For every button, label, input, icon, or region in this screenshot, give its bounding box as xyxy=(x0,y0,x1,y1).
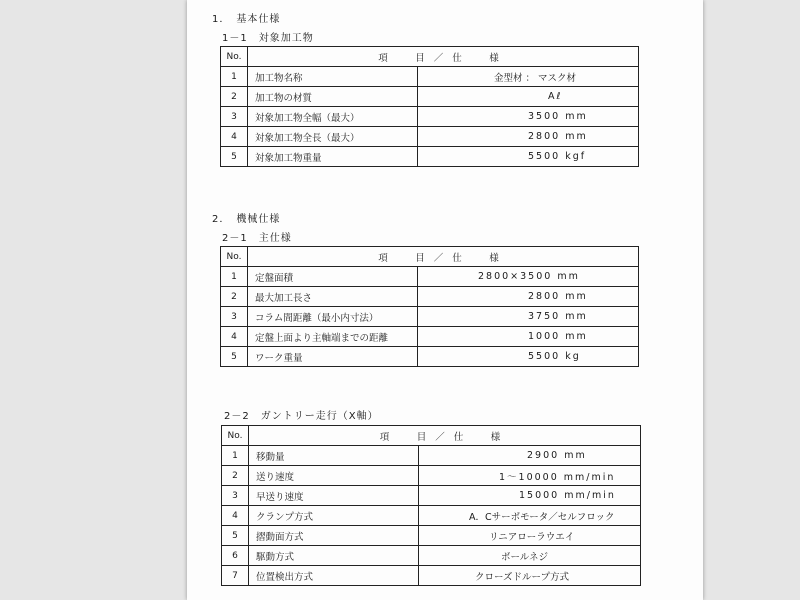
row-value xyxy=(419,486,641,506)
row-value xyxy=(419,466,641,486)
table-row xyxy=(222,486,641,506)
scanned-document-page xyxy=(187,0,703,600)
row-value xyxy=(418,67,639,87)
row-no: 3 xyxy=(221,307,248,327)
spec-table-workpiece xyxy=(220,46,639,167)
row-item: 定盤面積 xyxy=(248,267,418,287)
section-title: 2． 機械仕様 xyxy=(212,214,281,225)
row-no: 2 xyxy=(221,287,248,307)
table-row xyxy=(221,87,639,107)
row-value-text: ボールネジ xyxy=(501,551,549,563)
header-item: 項 目／仕 様 xyxy=(249,426,641,446)
row-value xyxy=(419,506,641,526)
table-row xyxy=(221,147,639,167)
row-value xyxy=(418,267,639,287)
table-row xyxy=(221,107,639,127)
row-item: 送り速度 xyxy=(249,466,419,486)
row-value-text: 1000 mm xyxy=(528,331,588,342)
table-row xyxy=(221,307,639,327)
row-value-text: A．Cサーボモータ／セルフロック xyxy=(469,511,615,523)
table-row xyxy=(221,327,639,347)
row-no: 3 xyxy=(222,486,249,506)
table-row xyxy=(222,506,641,526)
row-no: 6 xyxy=(222,546,249,566)
header-item: 項 目／仕 様 xyxy=(248,247,639,267)
subsection-title: 2－1 主仕様 xyxy=(222,233,292,244)
row-value xyxy=(418,147,639,167)
table-row xyxy=(222,566,641,586)
table-row xyxy=(221,267,639,287)
row-value xyxy=(419,546,641,566)
row-no: 2 xyxy=(222,466,249,486)
row-value-text: クローズドループ方式 xyxy=(475,571,570,583)
row-no: 3 xyxy=(221,107,248,127)
row-item: 位置検出方式 xyxy=(249,566,419,586)
row-item: 駆動方式 xyxy=(249,546,419,566)
header-item: 項 目／仕 様 xyxy=(248,47,639,67)
row-value-text: 2800×3500 mm xyxy=(478,271,580,282)
row-no: 5 xyxy=(222,526,249,546)
row-no: 1 xyxy=(221,267,248,287)
table-row xyxy=(221,127,639,147)
row-item: 移動量 xyxy=(249,446,419,466)
row-item: 対象加工物全幅（最大） xyxy=(248,107,418,127)
row-value xyxy=(418,127,639,147)
row-no: 2 xyxy=(221,87,248,107)
row-value-text: 金型材 ： マスク材 xyxy=(494,72,577,84)
row-value xyxy=(418,107,639,127)
row-item: 摺動面方式 xyxy=(249,526,419,546)
row-no: 5 xyxy=(221,347,248,367)
table-row xyxy=(221,347,639,367)
header-no: No. xyxy=(222,426,249,446)
row-value-text: 3750 mm xyxy=(528,311,588,322)
row-value xyxy=(418,287,639,307)
table-header-row xyxy=(221,247,639,267)
row-item: 定盤上面より主軸端までの距離 xyxy=(248,327,418,347)
table-header-row xyxy=(221,47,639,67)
row-value xyxy=(418,87,639,107)
subsection-title: 2－2 ガントリー走行（X軸） xyxy=(224,411,379,422)
spec-table-main xyxy=(220,246,639,367)
subsection-title: 1－1 対象加工物 xyxy=(222,33,314,44)
row-no: 7 xyxy=(222,566,249,586)
header-no: No. xyxy=(221,247,248,267)
row-item: 加工物名称 xyxy=(248,67,418,87)
row-value-text: Aℓ xyxy=(548,91,563,102)
row-value xyxy=(418,347,639,367)
row-no: 4 xyxy=(221,327,248,347)
row-item: ワーク重量 xyxy=(248,347,418,367)
spec-table-gantry xyxy=(221,425,641,586)
row-value-text: 2900 mm xyxy=(527,450,587,461)
table-row xyxy=(222,466,641,486)
row-item: 加工物の材質 xyxy=(248,87,418,107)
row-value xyxy=(419,526,641,546)
table-row xyxy=(221,287,639,307)
section-title: 1． 基本仕様 xyxy=(212,14,281,25)
row-item: 対象加工物全長（最大） xyxy=(248,127,418,147)
row-no: 5 xyxy=(221,147,248,167)
row-value xyxy=(418,327,639,347)
row-value-text: 15000 mm/min xyxy=(519,490,616,501)
table-header-row xyxy=(222,426,641,446)
row-no: 1 xyxy=(221,67,248,87)
table-row xyxy=(222,446,641,466)
row-value-text: 3500 mm xyxy=(528,111,588,122)
row-item: 最大加工長さ xyxy=(248,287,418,307)
row-item: コラム間距離（最小内寸法） xyxy=(248,307,418,327)
row-value-text: 1～10000 mm/min xyxy=(499,471,616,483)
table-row xyxy=(222,546,641,566)
row-value-text: 5500 kgf xyxy=(528,151,587,162)
row-value-text: 2800 mm xyxy=(528,291,588,302)
row-item: クランプ方式 xyxy=(249,506,419,526)
row-value-text: 5500 kg xyxy=(528,351,581,362)
header-no: No. xyxy=(221,47,248,67)
row-value xyxy=(419,446,641,466)
row-value xyxy=(418,307,639,327)
row-value xyxy=(419,566,641,586)
row-item: 対象加工物重量 xyxy=(248,147,418,167)
table-row xyxy=(222,526,641,546)
row-item: 早送り速度 xyxy=(249,486,419,506)
row-no: 4 xyxy=(222,506,249,526)
row-value-text: リニアローラウエイ xyxy=(489,531,575,543)
row-no: 1 xyxy=(222,446,249,466)
row-value-text: 2800 mm xyxy=(528,131,588,142)
row-no: 4 xyxy=(221,127,248,147)
table-row xyxy=(221,67,639,87)
